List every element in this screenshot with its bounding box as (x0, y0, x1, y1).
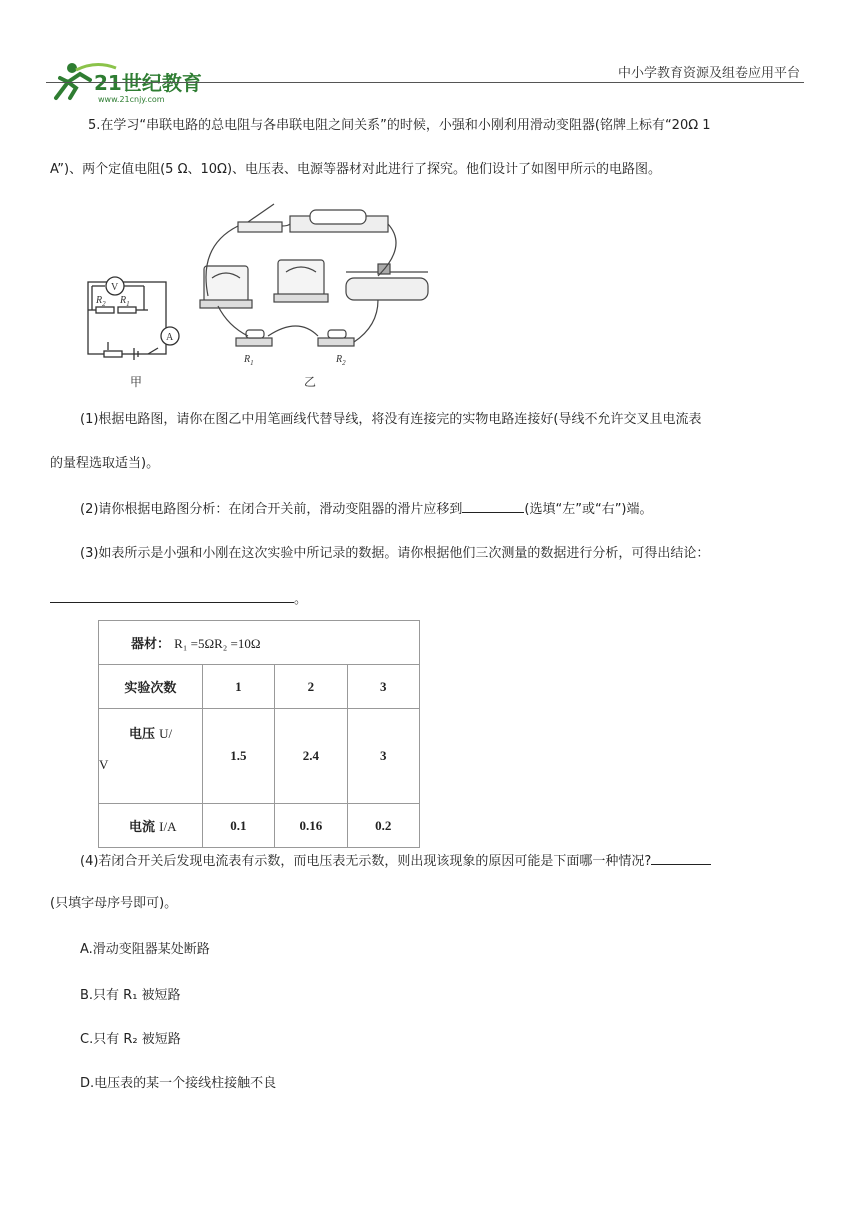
current-label-cell: 电流 I/A (99, 804, 203, 848)
rheostat-apparatus (346, 278, 428, 300)
option-b: B.只有 R₁ 被短路 (80, 988, 181, 1003)
data-table (98, 620, 420, 848)
svg-text:R1: $R_1$ (120, 295, 130, 308)
table-row-material (99, 621, 420, 665)
q4-line1: (4)若闭合开关后发现电流表有示数，而电压表无示数，则出现该现象的原因可能是下面哪一种情况? (80, 850, 840, 872)
switch-knife (248, 204, 274, 222)
q2-answer-blank[interactable] (462, 498, 524, 513)
circuit-figure (78, 196, 458, 396)
material-value: R₁ =5ΩR₂ =10Ω (174, 636, 261, 651)
resistor-r2-apparatus (318, 338, 354, 346)
switch-base (238, 222, 282, 232)
question-intro-line2: A”)、两个定值电阻(5 Ω、10Ω)、电压表、电源等器材对此进行了探究。他们设计了如图甲所示的电路图。 (50, 162, 662, 177)
q3-answer-line: 。 (50, 588, 810, 610)
material-label: 器材： (131, 637, 171, 652)
table-row-voltage: 电压 U/ V 1.5 2.4 3 (99, 709, 420, 804)
option-c: C.只有 R₂ 被短路 (80, 1032, 181, 1047)
trial-label: 实验次数 (99, 665, 203, 709)
logo (46, 58, 216, 104)
circuit-diagram-jia (88, 277, 179, 360)
ammeter-apparatus (278, 260, 324, 296)
resistor-r1-apparatus (236, 338, 272, 346)
q1-line2: 的量程选取适当)。 (50, 456, 160, 471)
voltage-label-cell: 电压 U/ V (99, 709, 203, 804)
battery-cells (310, 210, 366, 224)
table-row-current: 电流 I/A 0.1 0.16 0.2 (99, 804, 420, 848)
voltmeter-apparatus (204, 266, 248, 302)
header-divider (46, 82, 804, 83)
question-intro-line1: 5.在学习“串联电路的总电阻与各串联电阻之间关系”的时候，小强和小刚利用滑动变阻器(铭牌上标有“20Ω 1 (88, 118, 711, 133)
q2-text: (2)请你根据电路图分析：在闭合开关前，滑动变阻器的滑片应移到 (选填“左”或“右”)端。 (80, 498, 840, 520)
svg-text:R1: $R_1$ (244, 354, 254, 367)
svg-text:R2: $R_2$ (336, 354, 346, 367)
platform-name: 中小学教育资源及组卷应用平台 (617, 66, 800, 81)
table-row-trials: 实验次数 1 2 3 (99, 665, 420, 709)
q4-answer-blank[interactable] (651, 850, 711, 865)
svg-text:V: V (111, 282, 119, 293)
q4-line2: (只填字母序号即可)。 (50, 896, 178, 911)
figure-label-jia: 甲 (130, 375, 143, 389)
q3-answer-blank[interactable] (50, 588, 294, 603)
svg-text:A: A (166, 332, 174, 343)
svg-text:R2: $R_2$ (96, 295, 106, 308)
logo-url: www.21cnjy.com (98, 95, 165, 104)
q3-line1: (3)如表所示是小强和小刚在这次实验中所记录的数据。请你根据他们三次测量的数据进行分析，可得出结论： (80, 546, 710, 561)
option-d: D.电压表的某一个接线柱接触不良 (80, 1076, 277, 1091)
figure-label-yi: 乙 (304, 375, 317, 389)
apparatus-diagram-yi (200, 204, 428, 346)
rheostat-symbol (104, 351, 122, 357)
logo-text: 21世纪教育 (94, 71, 202, 95)
option-a: A.滑动变阻器某处断路 (80, 942, 210, 957)
q1-line1: (1)根据电路图，请你在图乙中用笔画线代替导线，将没有连接完的实物电路连接好(导线不允许交叉且电流表 (80, 412, 702, 427)
